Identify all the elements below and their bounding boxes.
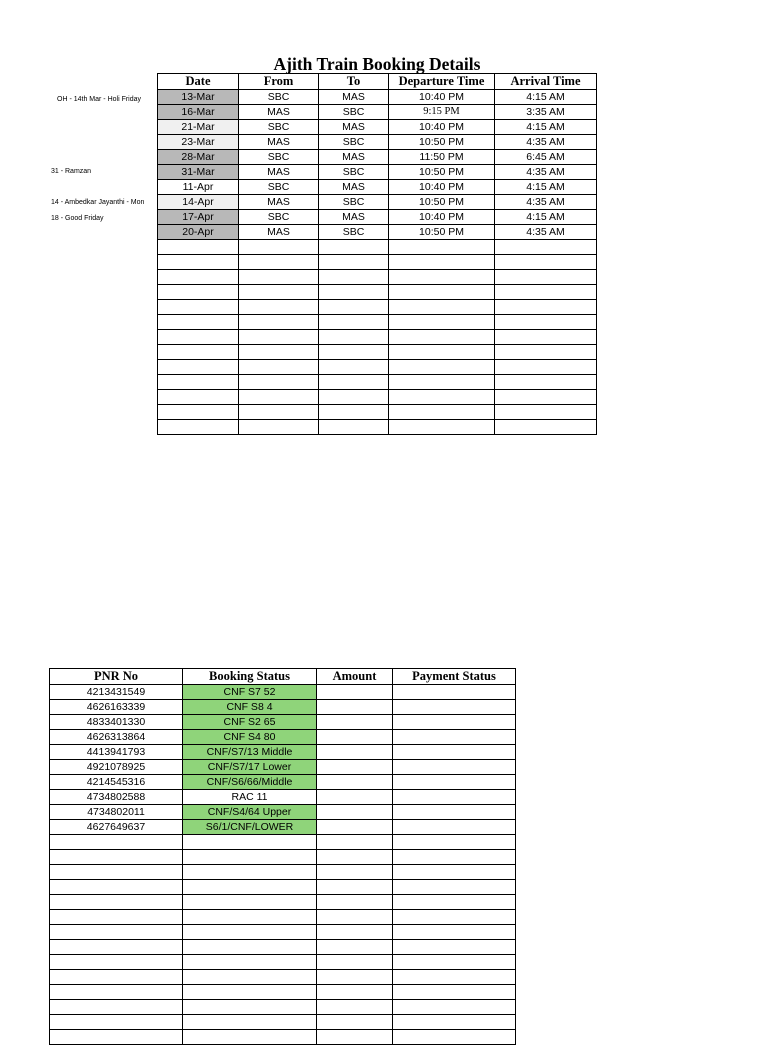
date-cell[interactable]: 20-Apr [158, 225, 239, 240]
payment-status-cell[interactable] [393, 775, 516, 790]
header-pnr-no[interactable]: PNR No [50, 669, 183, 685]
empty-cell[interactable] [183, 985, 317, 1000]
trip-row [158, 225, 597, 240]
from-cell[interactable]: MAS [239, 225, 319, 240]
empty-cell[interactable] [158, 390, 239, 405]
empty-cell[interactable] [389, 375, 495, 390]
payment-status-cell[interactable] [393, 745, 516, 760]
empty-cell[interactable] [393, 940, 516, 955]
empty-cell[interactable] [158, 285, 239, 300]
empty-row [50, 985, 516, 1000]
empty-cell[interactable] [183, 1030, 317, 1045]
empty-cell[interactable] [495, 420, 597, 435]
empty-cell[interactable] [319, 390, 389, 405]
amount-cell[interactable] [317, 820, 393, 835]
empty-cell[interactable] [50, 970, 183, 985]
empty-cell[interactable] [317, 940, 393, 955]
empty-cell[interactable] [158, 270, 239, 285]
empty-cell[interactable] [389, 345, 495, 360]
from-cell[interactable]: SBC [239, 150, 319, 165]
header-amount[interactable]: Amount [317, 669, 393, 685]
from-cell[interactable]: MAS [239, 135, 319, 150]
booking-payment-table [49, 668, 516, 1045]
empty-cell[interactable] [389, 405, 495, 420]
empty-cell[interactable] [495, 300, 597, 315]
empty-cell[interactable] [495, 360, 597, 375]
departure-cell[interactable]: 10:40 PM [389, 120, 495, 135]
departure-cell[interactable]: 10:50 PM [389, 135, 495, 150]
empty-cell[interactable] [495, 405, 597, 420]
payment-status-cell[interactable] [393, 685, 516, 700]
empty-cell[interactable] [319, 405, 389, 420]
empty-cell[interactable] [50, 910, 183, 925]
arrival-cell[interactable]: 4:15 AM [495, 120, 597, 135]
from-cell[interactable]: MAS [239, 105, 319, 120]
empty-cell[interactable] [317, 865, 393, 880]
pnr-cell[interactable]: 4214545316 [50, 775, 183, 790]
date-cell[interactable]: 23-Mar [158, 135, 239, 150]
empty-cell[interactable] [389, 300, 495, 315]
page-title: Ajith Train Booking Details [273, 54, 481, 74]
booking-status-cell[interactable]: CNF/S7/17 Lower [183, 760, 317, 775]
arrival-cell[interactable]: 6:45 AM [495, 150, 597, 165]
empty-cell[interactable] [393, 955, 516, 970]
booking-row [50, 820, 516, 835]
empty-cell[interactable] [50, 925, 183, 940]
to-cell[interactable]: SBC [319, 195, 389, 210]
empty-cell[interactable] [389, 315, 495, 330]
amount-cell[interactable] [317, 700, 393, 715]
header-booking-status[interactable]: Booking Status [183, 669, 317, 685]
empty-cell[interactable] [317, 970, 393, 985]
trip-row [158, 135, 597, 150]
empty-cell[interactable] [317, 925, 393, 940]
trip-header-row [158, 74, 597, 90]
empty-cell[interactable] [393, 910, 516, 925]
empty-cell[interactable] [317, 835, 393, 850]
empty-cell[interactable] [389, 240, 495, 255]
empty-cell[interactable] [239, 330, 319, 345]
empty-cell[interactable] [239, 270, 319, 285]
empty-cell[interactable] [158, 255, 239, 270]
payment-status-cell[interactable] [393, 715, 516, 730]
empty-cell[interactable] [50, 880, 183, 895]
trip-row [158, 195, 597, 210]
empty-row [158, 390, 597, 405]
empty-cell[interactable] [158, 345, 239, 360]
empty-cell[interactable] [495, 255, 597, 270]
empty-cell[interactable] [393, 880, 516, 895]
from-cell[interactable]: MAS [239, 165, 319, 180]
to-cell[interactable]: MAS [319, 180, 389, 195]
empty-cell[interactable] [183, 865, 317, 880]
empty-row [158, 375, 597, 390]
empty-cell[interactable] [393, 865, 516, 880]
empty-cell[interactable] [389, 285, 495, 300]
empty-row [50, 850, 516, 865]
trip-row [158, 150, 597, 165]
empty-row [158, 330, 597, 345]
departure-cell[interactable]: 10:40 PM [389, 210, 495, 225]
trip-row [158, 120, 597, 135]
payment-status-cell[interactable] [393, 730, 516, 745]
empty-cell[interactable] [319, 255, 389, 270]
empty-cell[interactable] [239, 315, 319, 330]
empty-cell[interactable] [317, 1000, 393, 1015]
empty-cell[interactable] [319, 345, 389, 360]
date-cell[interactable]: 17-Apr [158, 210, 239, 225]
pnr-cell[interactable]: 4627649637 [50, 820, 183, 835]
empty-cell[interactable] [393, 1000, 516, 1015]
from-cell[interactable]: SBC [239, 90, 319, 105]
pnr-cell[interactable]: 4734802011 [50, 805, 183, 820]
empty-cell[interactable] [183, 850, 317, 865]
empty-row [158, 300, 597, 315]
empty-cell[interactable] [389, 270, 495, 285]
to-cell[interactable]: SBC [319, 105, 389, 120]
trip-row [158, 180, 597, 195]
booking-status-cell[interactable]: S6/1/CNF/LOWER [183, 820, 317, 835]
date-cell[interactable]: 13-Mar [158, 90, 239, 105]
empty-cell[interactable] [239, 255, 319, 270]
payment-status-cell[interactable] [393, 805, 516, 820]
empty-cell[interactable] [50, 955, 183, 970]
amount-cell[interactable] [317, 715, 393, 730]
empty-cell[interactable] [393, 1015, 516, 1030]
booking-status-cell[interactable]: CNF/S7/13 Middle [183, 745, 317, 760]
empty-row [158, 255, 597, 270]
from-cell[interactable]: SBC [239, 120, 319, 135]
empty-cell[interactable] [239, 300, 319, 315]
from-cell[interactable]: MAS [239, 195, 319, 210]
arrival-cell[interactable]: 4:35 AM [495, 135, 597, 150]
payment-header-row [50, 669, 516, 685]
empty-cell[interactable] [393, 895, 516, 910]
empty-cell[interactable] [183, 925, 317, 940]
departure-cell[interactable]: 10:50 PM [389, 195, 495, 210]
empty-cell[interactable] [389, 360, 495, 375]
empty-row [50, 955, 516, 970]
empty-cell[interactable] [317, 850, 393, 865]
empty-row [158, 315, 597, 330]
payment-status-cell[interactable] [393, 700, 516, 715]
booking-row [50, 790, 516, 805]
arrival-cell[interactable]: 4:35 AM [495, 195, 597, 210]
empty-cell[interactable] [317, 1030, 393, 1045]
booking-status-cell[interactable]: CNF S7 52 [183, 685, 317, 700]
empty-cell[interactable] [158, 375, 239, 390]
empty-cell[interactable] [50, 850, 183, 865]
booking-row [50, 760, 516, 775]
empty-row [50, 895, 516, 910]
empty-cell[interactable] [495, 375, 597, 390]
empty-cell[interactable] [239, 405, 319, 420]
empty-cell[interactable] [495, 315, 597, 330]
departure-cell[interactable]: 10:40 PM [389, 180, 495, 195]
to-cell[interactable]: SBC [319, 135, 389, 150]
empty-cell[interactable] [319, 375, 389, 390]
empty-row [158, 270, 597, 285]
empty-row [50, 1015, 516, 1030]
holiday-note: OH - 14th Mar - Holi Friday [57, 96, 142, 103]
empty-cell[interactable] [183, 895, 317, 910]
departure-cell[interactable]: 10:50 PM [389, 225, 495, 240]
booking-row [50, 745, 516, 760]
departure-cell[interactable]: 10:40 PM [389, 90, 495, 105]
arrival-cell[interactable]: 4:15 AM [495, 180, 597, 195]
empty-cell[interactable] [393, 925, 516, 940]
empty-cell[interactable] [183, 910, 317, 925]
pnr-cell[interactable]: 4734802588 [50, 790, 183, 805]
empty-cell[interactable] [495, 240, 597, 255]
empty-cell[interactable] [393, 835, 516, 850]
empty-cell[interactable] [239, 375, 319, 390]
empty-cell[interactable] [50, 985, 183, 1000]
empty-row [50, 970, 516, 985]
booking-row [50, 775, 516, 790]
date-cell[interactable]: 21-Mar [158, 120, 239, 135]
empty-cell[interactable] [393, 970, 516, 985]
empty-row [50, 1000, 516, 1015]
empty-cell[interactable] [319, 330, 389, 345]
empty-cell[interactable] [317, 985, 393, 1000]
empty-cell[interactable] [183, 1015, 317, 1030]
empty-row [158, 285, 597, 300]
payment-status-cell[interactable] [393, 820, 516, 835]
empty-cell[interactable] [183, 955, 317, 970]
empty-cell[interactable] [393, 1030, 516, 1045]
empty-cell[interactable] [393, 985, 516, 1000]
header-date[interactable]: Date [158, 74, 239, 90]
departure-cell[interactable]: 10:50 PM [389, 165, 495, 180]
empty-row [50, 925, 516, 940]
header-payment-status[interactable]: Payment Status [393, 669, 516, 685]
empty-cell[interactable] [317, 1015, 393, 1030]
date-cell[interactable]: 11-Apr [158, 180, 239, 195]
booking-row [50, 715, 516, 730]
from-cell[interactable]: SBC [239, 180, 319, 195]
pnr-cell[interactable]: 4413941793 [50, 745, 183, 760]
empty-cell[interactable] [183, 970, 317, 985]
empty-cell[interactable] [50, 1015, 183, 1030]
trip-row [158, 210, 597, 225]
empty-cell[interactable] [389, 420, 495, 435]
empty-cell[interactable] [393, 850, 516, 865]
booking-status-cell[interactable]: CNF S2 65 [183, 715, 317, 730]
empty-cell[interactable] [239, 240, 319, 255]
amount-cell[interactable] [317, 685, 393, 700]
arrival-cell[interactable]: 4:35 AM [495, 225, 597, 240]
trip-row [158, 165, 597, 180]
to-cell[interactable]: SBC [319, 225, 389, 240]
pnr-cell[interactable]: 4626313864 [50, 730, 183, 745]
arrival-cell[interactable]: 4:15 AM [495, 90, 597, 105]
payment-status-cell[interactable] [393, 760, 516, 775]
empty-cell[interactable] [50, 835, 183, 850]
arrival-cell[interactable]: 3:35 AM [495, 105, 597, 120]
empty-cell[interactable] [389, 390, 495, 405]
empty-cell[interactable] [389, 255, 495, 270]
booking-status-cell[interactable]: CNF/S4/64 Upper [183, 805, 317, 820]
empty-cell[interactable] [183, 940, 317, 955]
empty-row [50, 910, 516, 925]
pnr-cell[interactable]: 4626163339 [50, 700, 183, 715]
booking-row [50, 730, 516, 745]
header-departure-time[interactable]: Departure Time [389, 74, 495, 90]
empty-cell[interactable] [319, 240, 389, 255]
empty-cell[interactable] [50, 940, 183, 955]
date-cell[interactable]: 31-Mar [158, 165, 239, 180]
empty-cell[interactable] [319, 420, 389, 435]
departure-cell[interactable]: 11:50 PM [389, 150, 495, 165]
departure-cell[interactable]: 9:15 PM [389, 105, 495, 120]
pnr-cell[interactable]: 4833401330 [50, 715, 183, 730]
booking-status-cell[interactable]: CNF/S6/66/Middle [183, 775, 317, 790]
empty-row [158, 360, 597, 375]
empty-cell[interactable] [495, 390, 597, 405]
arrival-cell[interactable]: 4:35 AM [495, 165, 597, 180]
empty-cell[interactable] [495, 270, 597, 285]
empty-cell[interactable] [50, 865, 183, 880]
empty-cell[interactable] [319, 285, 389, 300]
empty-cell[interactable] [317, 880, 393, 895]
header-to[interactable]: To [319, 74, 389, 90]
holiday-note: 18 - Good Friday [51, 215, 104, 222]
header-from[interactable]: From [239, 74, 319, 90]
amount-cell[interactable] [317, 790, 393, 805]
empty-cell[interactable] [319, 270, 389, 285]
empty-cell[interactable] [389, 330, 495, 345]
empty-cell[interactable] [183, 835, 317, 850]
empty-cell[interactable] [158, 405, 239, 420]
empty-cell[interactable] [495, 330, 597, 345]
empty-cell[interactable] [319, 300, 389, 315]
empty-cell[interactable] [158, 330, 239, 345]
empty-row [50, 835, 516, 850]
empty-cell[interactable] [158, 315, 239, 330]
amount-cell[interactable] [317, 760, 393, 775]
to-cell[interactable]: MAS [319, 150, 389, 165]
empty-cell[interactable] [239, 345, 319, 360]
empty-row [50, 865, 516, 880]
trip-row [158, 90, 597, 105]
empty-row [158, 420, 597, 435]
empty-cell[interactable] [158, 240, 239, 255]
empty-cell[interactable] [50, 895, 183, 910]
amount-cell[interactable] [317, 745, 393, 760]
empty-cell[interactable] [183, 1000, 317, 1015]
empty-row [50, 1030, 516, 1045]
empty-cell[interactable] [495, 345, 597, 360]
holiday-note: 31 - Ramzan [51, 168, 92, 175]
date-cell[interactable]: 28-Mar [158, 150, 239, 165]
empty-cell[interactable] [319, 315, 389, 330]
empty-cell[interactable] [319, 360, 389, 375]
empty-cell[interactable] [158, 360, 239, 375]
booking-status-cell[interactable]: CNF S4 80 [183, 730, 317, 745]
empty-cell[interactable] [239, 360, 319, 375]
amount-cell[interactable] [317, 775, 393, 790]
pnr-cell[interactable]: 4921078925 [50, 760, 183, 775]
empty-cell[interactable] [239, 285, 319, 300]
payment-status-cell[interactable] [393, 790, 516, 805]
to-cell[interactable]: MAS [319, 210, 389, 225]
empty-row [50, 880, 516, 895]
booking-status-cell[interactable]: RAC 11 [183, 790, 317, 805]
empty-cell[interactable] [50, 1000, 183, 1015]
empty-cell[interactable] [183, 880, 317, 895]
empty-row [158, 240, 597, 255]
booking-status-cell[interactable]: CNF S8 4 [183, 700, 317, 715]
empty-cell[interactable] [158, 420, 239, 435]
empty-row [158, 345, 597, 360]
empty-cell[interactable] [50, 1030, 183, 1045]
empty-cell[interactable] [495, 285, 597, 300]
booking-row [50, 685, 516, 700]
to-cell[interactable]: MAS [319, 90, 389, 105]
empty-cell[interactable] [317, 895, 393, 910]
arrival-cell[interactable]: 4:15 AM [495, 210, 597, 225]
holiday-note: 14 - Ambedkar Jayanthi - Mon [51, 199, 145, 206]
empty-cell[interactable] [239, 420, 319, 435]
empty-cell[interactable] [239, 390, 319, 405]
header-arrival-time[interactable]: Arrival Time [495, 74, 597, 90]
date-cell[interactable]: 14-Apr [158, 195, 239, 210]
date-cell[interactable]: 16-Mar [158, 105, 239, 120]
from-cell[interactable]: SBC [239, 210, 319, 225]
amount-cell[interactable] [317, 730, 393, 745]
trip-row [158, 105, 597, 120]
trip-schedule-table [157, 73, 597, 435]
empty-row [158, 405, 597, 420]
pnr-cell[interactable]: 4213431549 [50, 685, 183, 700]
amount-cell[interactable] [317, 805, 393, 820]
to-cell[interactable]: MAS [319, 120, 389, 135]
empty-cell[interactable] [317, 955, 393, 970]
empty-cell[interactable] [158, 300, 239, 315]
booking-row [50, 700, 516, 715]
empty-row [50, 940, 516, 955]
booking-row [50, 805, 516, 820]
to-cell[interactable]: SBC [319, 165, 389, 180]
empty-cell[interactable] [317, 910, 393, 925]
